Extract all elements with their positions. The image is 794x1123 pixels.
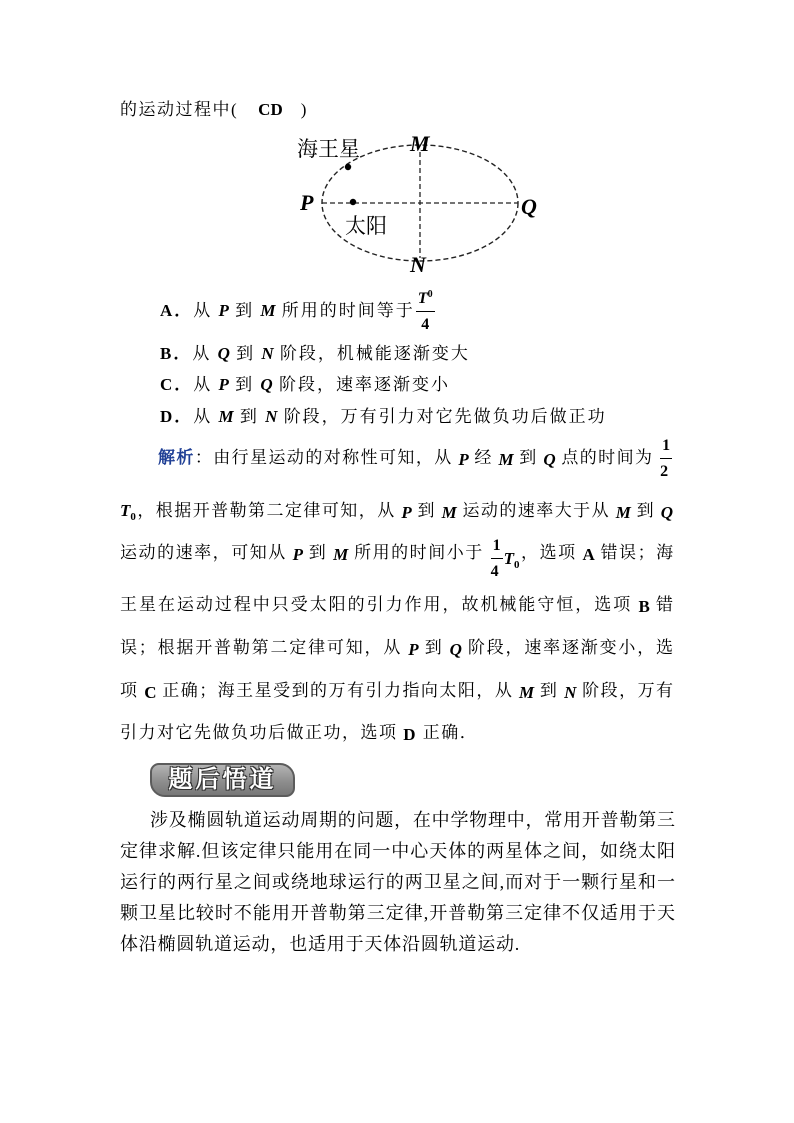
variable-p: P [292,545,303,564]
variable-m: M [260,301,276,320]
stem-text: 的运动过程中( [120,100,239,119]
fraction-denominator: 4 [421,316,430,334]
text-segment: 到 [235,375,255,394]
fraction-t0-over-4 [416,291,435,333]
text-segment: 到 [235,301,255,320]
planet-label: 海王星 [297,137,360,161]
fraction-numerator: 1 [660,438,672,459]
analysis-label: 解析 [158,448,195,467]
variable-m: M [441,503,457,522]
option-ref-b: B [638,597,650,616]
text-segment: 从 [193,375,213,394]
text-segment: 阶段，速率逐渐变小，选 [467,638,674,657]
fraction-one-half [660,438,672,480]
option-c [160,373,450,397]
option-b [160,342,470,366]
text-segment: 点的时间为 [561,448,654,467]
variable-t: T [417,290,428,308]
text-segment: 所用的时间小于 [354,543,484,562]
point-q-label: Q [521,194,537,219]
text-segment: 正确． [422,723,479,742]
analysis-line-6 [120,679,673,703]
text-segment: 从 [193,407,213,426]
text-segment: 运动的速率大于从 [462,501,611,520]
text-segment: 错 [656,595,674,614]
variable-p: P [401,503,412,522]
text-segment: 阶段，速率逐渐变小 [278,375,450,394]
text-segment: 到 [236,344,256,363]
text-segment: ，选项 [519,543,577,562]
option-label: A． [160,301,194,320]
text-segment: 王星在运动过程中只受太阳的引力作用，故机械能守恒，选项 [120,595,633,614]
analysis-colon: ： [194,448,214,467]
option-ref-a: A [582,545,595,564]
variable-q: Q [449,640,462,659]
variable-p: P [408,640,419,659]
variable-q: Q [260,375,273,394]
option-label: C． [160,375,194,394]
tip-line-1: 涉及椭圆轨道运动周期的问题，在中学物理中，常用开普勒第三 [150,810,675,830]
text-segment: 所用的时间等于 [281,301,415,320]
text-segment: 到 [539,681,559,700]
text-segment: 从 [193,301,213,320]
text-segment: 到 [519,448,538,467]
text-segment: 运动的速率，可知从 [120,543,287,562]
variable-q: Q [543,450,556,469]
analysis-line-5 [120,636,673,660]
analysis-line-4 [120,593,673,617]
fraction-numerator [416,291,435,312]
sun-dot [350,199,356,205]
text-segment: 正确；海王星受到的万有引力指向太阳，从 [162,681,514,700]
superscript-zero: 0 [427,289,433,301]
badge-text: 题后悟道 [168,767,277,793]
subscript-zero: 0 [130,511,136,523]
option-a [160,289,436,334]
variable-m: M [218,407,234,426]
variable-n: N [564,683,577,702]
neptune-dot [345,164,351,170]
text-segment: 到 [308,543,328,562]
question-stem [120,98,308,122]
variable-n: N [265,407,278,426]
option-label: B． [160,344,193,363]
variable-p: P [458,450,469,469]
sun-label: 太阳 [345,214,387,238]
text-segment: 到 [417,501,436,520]
fraction-one-quarter [491,538,503,580]
text-segment: 阶段，机械能逐渐变大 [279,344,470,363]
text-segment: 到 [424,638,444,657]
tip-line-3: 运行的两行星之间或绕地球运行的两卫星之间,而对于一颗行星和一 [120,872,675,892]
orbit-diagram [280,125,560,285]
t-zero [503,549,520,571]
analysis-line-3 [120,537,674,581]
variable-p: P [218,301,229,320]
option-ref-c: C [144,683,157,702]
text-segment: 由行星运动的对称性可知，从 [213,448,453,467]
variable-q: Q [217,344,230,363]
section-badge [150,763,295,797]
answer-letters: CD [258,100,283,119]
text-segment: 到 [636,501,656,520]
variable-t: T [120,501,131,520]
option-ref-d: D [403,725,418,744]
variable-m: M [615,503,631,522]
text-segment: 从 [192,344,212,363]
variable-p: P [218,375,229,394]
point-m-label: M [410,131,430,156]
text-segment: 经 [474,448,493,467]
analysis-line-7 [120,721,478,745]
variable-n: N [261,344,274,363]
tip-line-5: 体沿椭圆轨道运动，也适用于天体沿圆轨道运动. [120,934,521,954]
stem-close-paren: ) [300,100,308,119]
fraction-denominator: 2 [660,463,669,481]
tip-line-2: 定律求解.但该定律只能用在同一中心天体的两星体之间，如绕太阳 [120,841,675,861]
text-segment: 阶段，万有 [582,681,674,700]
text-segment: 错误；海 [600,543,674,562]
analysis-line-1 [158,437,673,481]
option-d [160,405,607,429]
analysis-line-2 [120,499,673,523]
subscript-zero: 0 [514,559,520,571]
text-segment: ，根据开普勒第二定律可知，从 [135,501,396,520]
point-p-label: P [300,190,314,215]
variable-q: Q [660,503,674,522]
variable-t: T [503,549,514,568]
variable-m: M [333,545,349,564]
fraction-numerator: 1 [491,538,503,559]
fraction-denominator: 4 [490,563,499,581]
option-label: D． [160,407,194,426]
text-segment: 阶段，万有引力对它先做负功后做正功 [283,407,607,426]
variable-m: M [498,450,514,469]
variable-m: M [519,683,535,702]
point-n-label: N [410,252,426,277]
text-segment: 到 [239,407,259,426]
tip-line-4: 颗卫星比较时不能用开普勒第三定律,开普勒第三定律不仅适用于天 [120,903,675,923]
text-segment: 项 [120,681,139,700]
text-segment: 引力对它先做负功后做正功，选项 [120,723,398,742]
text-segment: 误；根据开普勒第二定律可知，从 [120,638,403,657]
